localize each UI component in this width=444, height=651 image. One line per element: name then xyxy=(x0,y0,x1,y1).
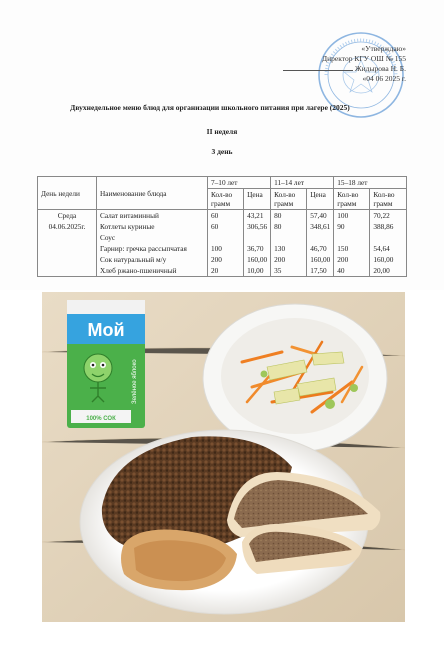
day-cell xyxy=(38,265,97,277)
value-cell: 60 xyxy=(208,210,244,222)
value-cell: 306,56 xyxy=(244,221,271,232)
juice-box xyxy=(67,300,145,428)
value-cell: 200 xyxy=(208,254,244,265)
subheader-cell: Кол-во грамм xyxy=(370,189,407,210)
header-day: День недели xyxy=(38,177,97,210)
value-cell: 57,40 xyxy=(307,210,334,222)
day-cell xyxy=(38,232,97,243)
day-label: 3 день xyxy=(211,147,233,156)
value-cell: 100 xyxy=(334,210,370,222)
value-cell xyxy=(244,232,271,243)
dish-name: Сок натуральный м/у xyxy=(97,254,208,265)
value-cell: 17,50 xyxy=(307,265,334,277)
value-cell xyxy=(334,232,370,243)
table-row xyxy=(38,254,407,265)
value-cell: 348,61 xyxy=(307,221,334,232)
dish-name: Салат витаминный xyxy=(97,210,208,222)
subheader-cell: Цена xyxy=(244,189,271,210)
value-cell xyxy=(208,232,244,243)
value-cell: 70,22 xyxy=(370,210,407,222)
value-cell: 60 xyxy=(208,221,244,232)
value-cell: 388,86 xyxy=(370,221,407,232)
value-cell: 100 xyxy=(208,243,244,254)
dish-name: Хлеб ржано-пшеничный xyxy=(97,265,208,277)
value-cell: 35 xyxy=(271,265,307,277)
day-cell xyxy=(38,254,97,265)
table-row xyxy=(38,265,407,277)
day-cell: Среда xyxy=(38,210,97,222)
dish-name: Котлеты куриные xyxy=(97,221,208,232)
subheader-cell: Кол-во грамм xyxy=(208,189,244,210)
header-group-2: 11–14 лет xyxy=(271,177,334,189)
lunch-photo xyxy=(42,292,405,622)
approval-block xyxy=(266,44,406,84)
value-cell: 130 xyxy=(271,243,307,254)
approval-line-3: Жидырова Н. Б. xyxy=(354,64,406,73)
dish-name: Соус xyxy=(97,232,208,243)
day-cell xyxy=(38,243,97,254)
juice-flavor: Зелёное яблоко xyxy=(132,359,138,404)
table-row xyxy=(38,210,407,222)
value-cell: 90 xyxy=(334,221,370,232)
table-row xyxy=(38,221,407,232)
value-cell xyxy=(271,232,307,243)
value-cell: 20,00 xyxy=(370,265,407,277)
subheader-cell: Кол-во грамм xyxy=(271,189,307,210)
value-cell: 160,00 xyxy=(307,254,334,265)
value-cell: 40 xyxy=(334,265,370,277)
day-cell: 04.06.2025г. xyxy=(38,221,97,232)
value-cell: 160,00 xyxy=(370,254,407,265)
value-cell: 80 xyxy=(271,221,307,232)
table-row xyxy=(38,243,407,254)
menu-table xyxy=(37,176,407,277)
table-row xyxy=(38,232,407,243)
approval-line-4: «04 06 2025 г. xyxy=(362,74,406,83)
document-title: Двухнедельное меню блюд для организации школьного питания при лагере (2025) xyxy=(70,103,350,112)
value-cell xyxy=(370,232,407,243)
value-cell: 20 xyxy=(208,265,244,277)
value-cell: 200 xyxy=(334,254,370,265)
value-cell: 80 xyxy=(271,210,307,222)
signature-line xyxy=(283,70,353,71)
menu-body xyxy=(38,210,407,277)
value-cell: 150 xyxy=(334,243,370,254)
value-cell xyxy=(307,232,334,243)
subheader-cell: Кол-во грамм xyxy=(334,189,370,210)
header-group-3: 15–18 лет xyxy=(334,177,407,189)
header-name: Наименование блюда xyxy=(97,177,208,210)
juice-badge: 100% СОК xyxy=(86,416,116,422)
value-cell: 200 xyxy=(271,254,307,265)
week-label: II неделя xyxy=(206,127,238,136)
header-group-1: 7–10 лет xyxy=(208,177,271,189)
dish-name: Гарнир: гречка рассыпчатая xyxy=(97,243,208,254)
value-cell: 160,00 xyxy=(244,254,271,265)
value-cell: 43,21 xyxy=(244,210,271,222)
value-cell: 10,00 xyxy=(244,265,271,277)
juice-brand: Мой xyxy=(87,320,125,340)
approval-line-2: Директор КГУ ОШ № 155 xyxy=(322,54,406,63)
approval-line-1: «Утверждаю» xyxy=(361,44,406,53)
value-cell: 36,70 xyxy=(244,243,271,254)
menu-document xyxy=(0,0,444,290)
table-header-row xyxy=(38,177,407,189)
subheader-cell: Цена xyxy=(307,189,334,210)
value-cell: 46,70 xyxy=(307,243,334,254)
value-cell: 54,64 xyxy=(370,243,407,254)
